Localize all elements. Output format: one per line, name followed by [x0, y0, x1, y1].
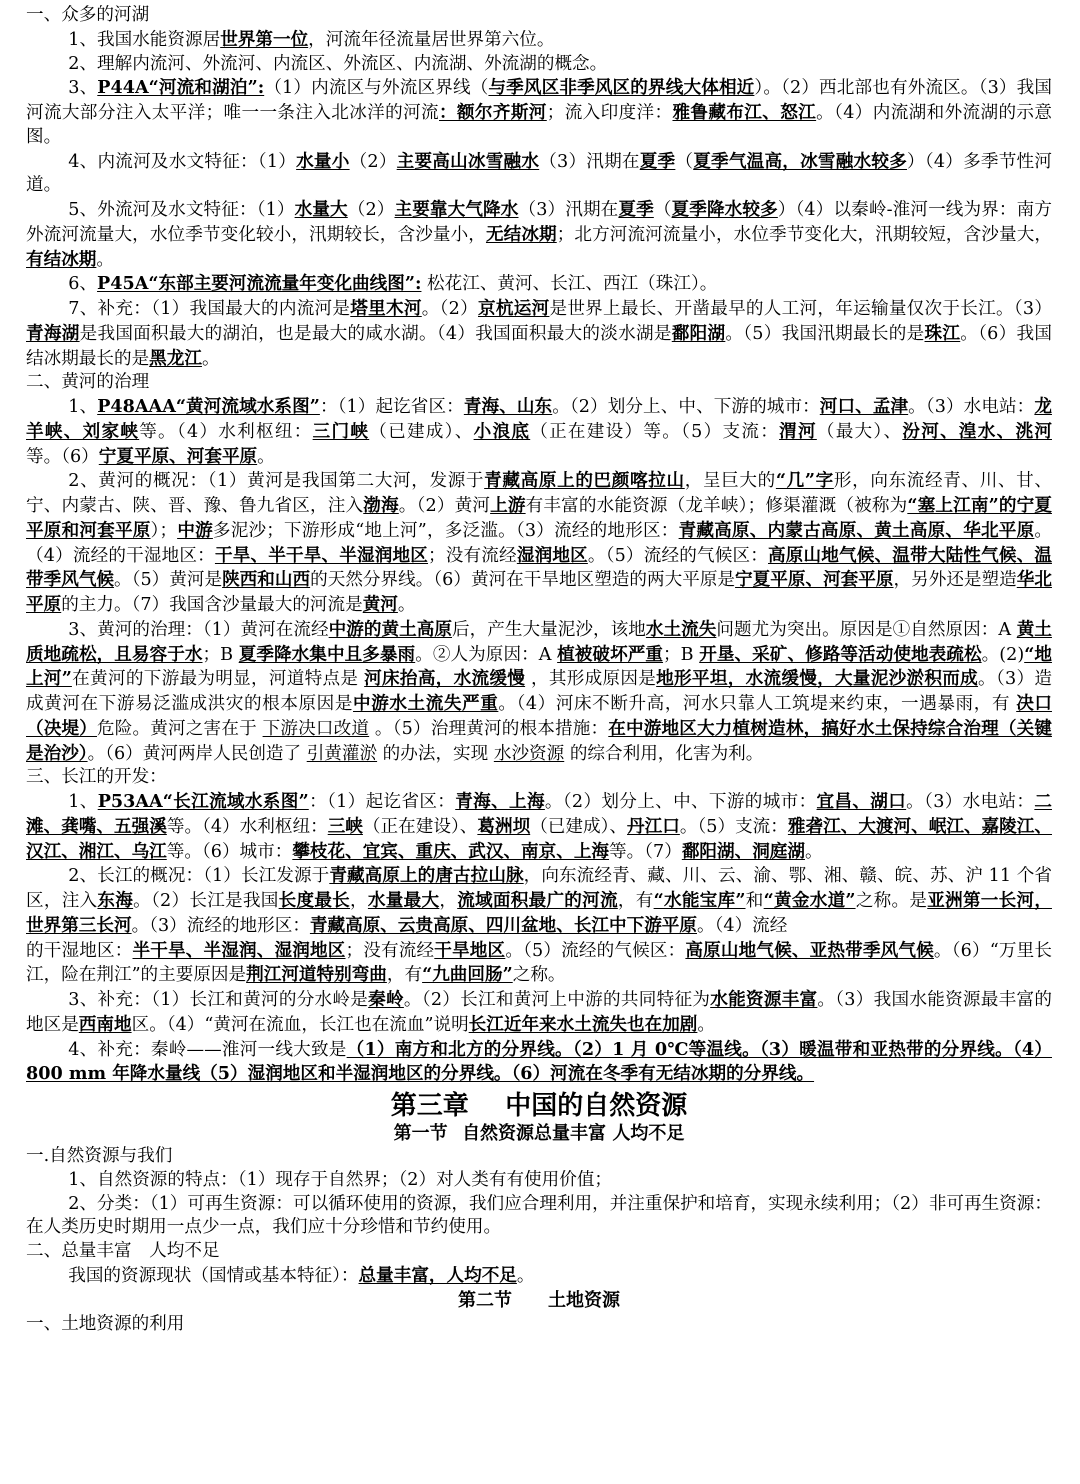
text-run: ；没有流经	[345, 940, 435, 961]
key-term: 青海、山东	[463, 396, 553, 417]
key-term: 黄河	[362, 594, 398, 615]
text-run: 区。（4）“黄河在流血，长江也在流血”说明	[131, 1014, 469, 1035]
text-run: 。	[96, 249, 114, 270]
key-term: 鄱阳湖、洞庭湖	[681, 840, 805, 862]
text-run: 。	[201, 348, 220, 369]
key-term: 葛洲坝	[477, 815, 531, 837]
text-run: 的干湿地区：	[26, 940, 133, 961]
text-run: 松花江、黄河、长江、西江（珠江）。	[421, 274, 718, 295]
land-resources-notes	[26, 1313, 1052, 1337]
paragraph	[26, 1240, 1052, 1264]
text-run: ，	[439, 891, 458, 911]
text-run: 。	[697, 1014, 716, 1035]
key-term: 龙羊峡、刘家峡	[26, 396, 1052, 442]
key-term: 夏季	[639, 150, 676, 172]
key-term: 京杭运河	[478, 298, 550, 319]
text-run: 5、外流河及水文特征：（1）	[68, 200, 295, 220]
text-run: 。（4）流经的干湿地区：	[26, 520, 1052, 566]
key-term: 黑龙江	[149, 347, 202, 369]
fill-blank: 引黄灌淤	[306, 743, 378, 764]
key-term: 中游的黄土高原	[328, 618, 453, 640]
paragraph	[26, 53, 1052, 77]
text-run: 问题尤为突出。原因是①自然原因：A	[716, 619, 1017, 640]
key-term: 丹江口	[627, 815, 680, 837]
key-term: 与季风区非季风区的界线大体相近	[488, 77, 755, 99]
key-term: 二滩、龚嘴、五强溪	[26, 791, 1052, 837]
text-run: ）。（2）西北部也有外流区。（3）我国河流大部分注入太平洋；唯一一条注入北冰洋的河流	[26, 78, 1052, 123]
key-term: P53AA“长江流域水系图”	[97, 791, 309, 812]
text-run: ）（4）以秦岭-淮河一线为界：南方外流河流量大，水位季节变化较小，汛期较长，含沙量小，	[26, 200, 1052, 245]
key-term: 雅鲁藏布江、怒江	[672, 102, 817, 123]
text-run: ；B	[202, 644, 239, 665]
text-run: 。（6）“万里长江，险在荆江”的主要原因是	[26, 940, 1052, 986]
text-run: 7、补充：（1）我国最大的内流河是	[68, 299, 351, 319]
text-run: 一.自然资源与我们	[26, 1146, 173, 1166]
text-run: 2、理解内流河、外流河、内流区、外流区、内流湖、外流湖的概念。	[68, 53, 608, 74]
key-term: 植被破坏严重	[557, 643, 664, 665]
natural-resources-notes	[26, 1145, 1052, 1289]
key-term: 小浪底	[473, 420, 531, 442]
section-heading	[26, 1123, 1052, 1145]
text-run: （最大）、	[816, 421, 903, 442]
key-term: 长江近年来水土流失也在加剧	[468, 1013, 698, 1035]
key-term: 开垦、采矿、修路等活动使地表疏松	[699, 643, 982, 665]
paragraph	[26, 198, 1052, 272]
text-run: ；没有流经	[428, 545, 517, 566]
text-run: 是世界上最长、开凿最早的人工河，年运输量仅次于长江。（3）	[549, 299, 1052, 319]
key-term: 夏季降水集中且多暴雨	[238, 643, 416, 665]
paragraph	[26, 469, 1052, 618]
paragraph	[26, 1313, 1052, 1337]
key-term: “几”字	[775, 470, 834, 492]
key-term: 中游	[177, 519, 213, 541]
key-term: 攀枝花、宜宾、重庆、武汉、南京、上海	[292, 840, 610, 862]
text-run: 。（5）流经的气候区：	[505, 940, 686, 961]
text-run: ：（1）起讫省区：	[319, 397, 464, 417]
text-run: 。（2）长江和黄河上中游的共同特征为	[403, 990, 711, 1010]
paragraph	[26, 150, 1052, 199]
key-term: 有结冰期	[26, 248, 97, 270]
paragraph	[26, 297, 1052, 371]
paragraph	[26, 1264, 1052, 1289]
text-run: 。（3）水电站：	[908, 397, 1035, 417]
key-term: 青海、上海	[455, 791, 545, 812]
key-term: 西南地	[78, 1013, 132, 1035]
key-term: 华北平原	[26, 569, 1052, 615]
key-term: 世界第一位	[220, 28, 309, 50]
text-run: 多泥沙；下游形成“地上河”，多泛滥。（3）流经的地形区：	[212, 520, 679, 541]
key-term: 东海	[97, 890, 134, 911]
key-term: 珠江	[924, 322, 961, 344]
text-run: （2）	[349, 151, 397, 172]
key-term: 青藏高原、云贵高原、四川盆地、长江中下游平原	[309, 914, 697, 936]
key-term: 夏季	[618, 199, 654, 220]
text-run: 是我国面积最大的湖泊，也是最大的咸水湖。（4）我国面积最大的淡水湖是	[79, 323, 672, 344]
text-run: 等。（6）城市：	[166, 841, 293, 862]
text-run: 等。（4）水利枢纽：	[166, 816, 328, 837]
key-term: “九曲回肠”	[422, 964, 513, 986]
section-heading	[26, 1289, 1052, 1313]
key-term: 陕西和山西	[222, 569, 311, 591]
key-term: 鄱阳湖	[671, 322, 726, 344]
paragraph	[26, 28, 1052, 53]
key-term: “水能宝库”	[653, 890, 746, 911]
text-run: 。(2)	[981, 644, 1025, 665]
chapter-number: 第三章	[390, 1091, 469, 1121]
text-run: 二、黄河的治理	[26, 372, 150, 393]
text-run: 之称。是	[855, 891, 928, 911]
paragraph	[26, 1193, 1052, 1241]
text-run: 二、总量丰富 人均不足	[26, 1241, 220, 1261]
key-term: 中游水土流失严重	[353, 693, 499, 714]
text-run: 2、黄河的概况：（1）黄河是我国第二大河，发源于	[68, 471, 485, 492]
key-term: 渭河	[779, 420, 817, 442]
text-run: 4、内流河及水文特征：（1）	[68, 151, 297, 172]
key-term: 青藏高原、内蒙古高原、黄土高原、华北平原	[678, 519, 1035, 541]
key-term: 青藏高原上的唐古拉山脉	[329, 865, 524, 887]
key-term: 夏季降水较多	[671, 199, 778, 220]
section-number: 第二节	[458, 1289, 512, 1311]
text-run: 形，向东流经青、川、甘、宁、内蒙古、陕、晋、豫、鲁九省区，注入	[26, 471, 1052, 516]
text-run: （已建成）、	[530, 816, 628, 837]
paragraph	[26, 790, 1052, 864]
key-term: （1）南方和北方的分界线。（2）1 月 0℃等温线。（3）暖温带和亚热带的分界线。（4）800 mm 年降水量线（5）湿润地区和半湿润地区的分界线。（6）河流在冬季有无结冰期的分界线。	[26, 1038, 1052, 1085]
text-run: 。（5）黄河是	[114, 570, 223, 591]
text-run: 4、补充：秦岭——淮河一线大致是	[68, 1039, 347, 1060]
section-number: 第一节	[393, 1123, 448, 1144]
text-run: 2、分类：（1）可再生资源：可以循环使用的资源，我们应合理利用，并注重保护和培育，实现永续利用；（2）非可再生资源：在人类历史时期用一点少一点，我们应十分珍惜和节约使用。	[26, 1193, 1052, 1238]
paragraph	[26, 939, 1052, 989]
key-term: “黄金水道”	[763, 890, 856, 911]
key-term: 宜昌、湖口	[816, 791, 907, 812]
paragraph	[26, 618, 1052, 767]
text-run: ，其形成原因是	[525, 669, 657, 690]
text-run: （3）汛期在	[539, 151, 640, 172]
key-term: 无结冰期	[485, 223, 557, 245]
key-term: 荆江河道特别弯曲	[246, 964, 387, 986]
text-run: ，有	[386, 965, 423, 986]
paragraph	[26, 1145, 1052, 1169]
key-term: 上游	[490, 495, 526, 516]
key-term: 宁夏平原、河套平原	[98, 445, 258, 467]
text-run: （正在建设）、	[362, 816, 478, 837]
paragraph	[26, 766, 1052, 790]
text-run: ；北方河流河流量小，水位季节变化大，汛期较短，含沙量大，	[556, 224, 1052, 245]
text-run: 2、长江的概况：（1）长江发源于	[68, 866, 330, 887]
text-run: ：（1）起讫省区：	[308, 792, 456, 812]
text-run: ，另外还是塑造	[893, 570, 1017, 591]
key-term: 青藏高原上的巴颜喀拉山	[484, 470, 685, 492]
text-run: 有丰富的水能资源（龙羊峡）；修渠灌溉（被称为	[525, 496, 908, 516]
text-run: 3、黄河的治理：（1）黄河在流经	[68, 619, 329, 640]
text-run: 1、	[68, 792, 98, 812]
key-term: 夏季气温高，冰雪融水较多	[693, 150, 908, 172]
key-term: 渤海	[363, 495, 399, 516]
key-term: 湿润地区	[516, 544, 588, 566]
key-term: 决口（决堤）	[26, 693, 1052, 739]
key-term: 雅砻江、大渡河、岷江、嘉陵江、汉江、湘江、乌江	[26, 815, 1052, 862]
text-run: ，呈巨大的	[684, 471, 776, 492]
text-run: ；流入印度洋：	[546, 103, 673, 123]
text-run: 。（2）划分上、中、下游的城市：	[552, 397, 820, 417]
text-run: （2）	[347, 200, 395, 220]
text-run: ，向东流经青、藏、川、云、渝、鄂、湘、赣、皖、苏、沪 11 个省区，注入	[26, 866, 1052, 911]
text-run: 我国的资源现状（国情或基本特征）：	[68, 1265, 359, 1286]
text-run: （	[653, 200, 672, 220]
text-run: 。（2）黄河	[398, 496, 491, 516]
paragraph	[26, 4, 1052, 28]
text-run: （3）汛期在	[518, 200, 619, 220]
section-title: 自然资源总量丰富 人均不足	[462, 1123, 685, 1144]
rivers-lakes-notes	[26, 4, 1052, 1087]
paragraph	[26, 988, 1052, 1038]
text-run: 。（4）河床不断升高，河水只靠人工筑堤来约束，一遇暴雨，有	[498, 694, 1017, 714]
key-term: 水土流失	[645, 618, 717, 640]
paragraph	[26, 1169, 1052, 1193]
text-run: 3、	[68, 78, 98, 99]
paragraph	[26, 371, 1052, 395]
text-run: 等。（6）	[26, 446, 99, 467]
key-term: 流域面积最广的河流	[457, 890, 618, 911]
text-run: ）；	[150, 520, 178, 541]
key-term: 三峡	[327, 815, 363, 837]
key-term: 地形平坦，水流缓慢，大量泥沙淤积而成	[656, 668, 979, 690]
text-run: 和	[745, 891, 764, 911]
text-run: 在黄河的下游最为明显，河道特点是	[71, 669, 365, 690]
text-run: 。（5）我国汛期最长的是	[725, 323, 925, 344]
text-run: 。（4）内流湖和外流湖的示意图。	[26, 103, 1052, 147]
text-run: （	[675, 151, 694, 172]
fill-blank: 下游决口改道	[262, 718, 370, 739]
text-run: ，	[350, 891, 368, 911]
key-term: P44A“河流和湖泊”:	[97, 77, 265, 99]
key-term: 水量最大	[367, 890, 440, 911]
text-run: 。	[804, 841, 823, 862]
paragraph	[26, 272, 1052, 297]
chapter-title: 中国的自然资源	[505, 1091, 688, 1121]
text-run: （已建成）、	[369, 421, 474, 442]
chapter-heading	[26, 1089, 1052, 1123]
text-run: ）（4）多季节性河道。	[26, 151, 1052, 196]
text-run: 。	[257, 446, 275, 467]
text-run: ，有	[617, 891, 654, 911]
paragraph	[26, 864, 1052, 938]
key-term: 高原山地气候、亚热带季风气候	[685, 939, 934, 961]
key-term: ：额尔齐斯河	[439, 102, 547, 123]
key-term: P45A“东部主要河流流量年变化曲线图”:	[97, 273, 422, 295]
text-run: 1、自然资源的特点：（1）现存于自然界；（2）对人类有有使用价值；	[68, 1169, 613, 1190]
text-run: 的综合利用，化害为利。	[564, 743, 764, 764]
text-run: 。（3）造成黄河在下游易泛滥成洪灾的根本原因是	[26, 669, 1052, 714]
text-run: 。	[397, 595, 416, 615]
text-run: 等。（4）水利枢纽：	[139, 421, 313, 442]
text-run: 等。（7）	[609, 841, 682, 862]
key-term: 干旱地区	[434, 939, 506, 961]
key-term: 高原山地气候、温带大陆性气候、温带季风气候	[26, 544, 1052, 591]
section-title: 土地资源	[548, 1289, 620, 1311]
key-term: 秦岭	[368, 989, 404, 1010]
text-run: 一、众多的河湖	[26, 5, 150, 25]
text-run: 1、我国水能资源居	[68, 29, 221, 50]
key-term: “地上河”	[26, 643, 1052, 690]
text-run: 1、	[68, 397, 98, 417]
paragraph	[26, 395, 1052, 469]
text-run: 后，产生大量泥沙，该地	[452, 619, 646, 640]
text-run: 。	[516, 1265, 535, 1286]
text-run: 。（5）流经的气候区：	[587, 545, 768, 566]
key-term: 主要靠大气降水	[394, 199, 519, 220]
text-run: （正在建设）等。（5）支流：	[530, 421, 780, 442]
fill-blank: 水沙资源	[493, 743, 565, 764]
key-term: 黄土质地疏松，且易容于水	[26, 618, 1052, 665]
text-run: 。（5）支流：	[679, 816, 788, 837]
key-term: 河口、孟津	[819, 396, 909, 417]
key-term: 汾河、湟水、洮河	[902, 420, 1052, 442]
text-run: 三、长江的开发：	[26, 767, 167, 788]
key-term: 水能资源丰富	[710, 989, 818, 1010]
text-run: 。（5）治理黄河的根本措施：	[369, 718, 609, 739]
key-term: 水量大	[294, 199, 348, 220]
key-term: 宁夏平原、河套平原	[735, 569, 894, 591]
text-run: 。（6）黄河两岸人民创造了	[87, 743, 307, 764]
key-term: 青海湖	[26, 322, 80, 344]
text-run: （1）内流区与外流区界线（	[264, 78, 489, 99]
key-term: 主要高山冰雪融水	[396, 150, 540, 172]
key-term: P48AAA“黄河流域水系图”	[97, 396, 320, 417]
key-term: 总量丰富，人均不足	[358, 1264, 517, 1286]
key-term: 塔里木河	[350, 298, 422, 319]
text-run: ；B	[663, 644, 700, 665]
text-run: 。（3）我国水能资源最丰富的地区是	[26, 990, 1052, 1035]
key-term: 长度最长	[278, 890, 351, 911]
text-run: 3、补充：（1）长江和黄河的分水岭是	[68, 990, 369, 1010]
key-term: 干旱、半干旱、半湿润地区	[214, 544, 429, 566]
text-run: 的办法，实现	[377, 743, 494, 764]
text-run: 危险。黄河之害在于	[97, 718, 263, 739]
key-term: “塞上江南”的宁夏平原和河套平原	[26, 495, 1052, 541]
paragraph	[26, 1038, 1052, 1088]
key-term: 三门峡	[312, 420, 370, 442]
text-run: 一、土地资源的利用	[26, 1313, 185, 1334]
key-term: 河床抬高，水流缓慢	[364, 668, 526, 690]
text-run: 6、	[68, 274, 98, 295]
text-run: 。（3）流经的地形区：	[131, 915, 310, 936]
text-run: 。（2）	[421, 299, 478, 319]
text-run: 。（4）流经	[697, 915, 788, 936]
key-term: 亚洲第一长河，世界第三长河	[26, 890, 1052, 936]
text-run: 的主力。（7）我国含沙量最大的河流是	[61, 595, 363, 615]
text-run: ，河流年径流量居世界第六位。	[308, 29, 555, 50]
text-run: 。（3）水电站：	[906, 792, 1035, 812]
key-term: 水量小	[296, 150, 350, 172]
text-run: 。②人为原因：A	[415, 644, 558, 665]
paragraph	[26, 76, 1052, 149]
key-term: 半干旱、半湿润、湿润地区	[132, 939, 346, 961]
text-run: 。（6）我国结冰期最长的是	[26, 323, 1052, 369]
key-term: 在中游地区大力植树造林，搞好水土保持综合治理（关键是治沙）	[26, 717, 1052, 764]
text-run: 。（2）长江是我国	[133, 891, 279, 911]
text-run: 的天然分界线。（6）黄河在干旱地区塑造的两大平原是	[310, 570, 736, 591]
text-run: 之称。	[512, 965, 566, 986]
text-run: 。（2）划分上、中、下游的城市：	[544, 792, 817, 812]
